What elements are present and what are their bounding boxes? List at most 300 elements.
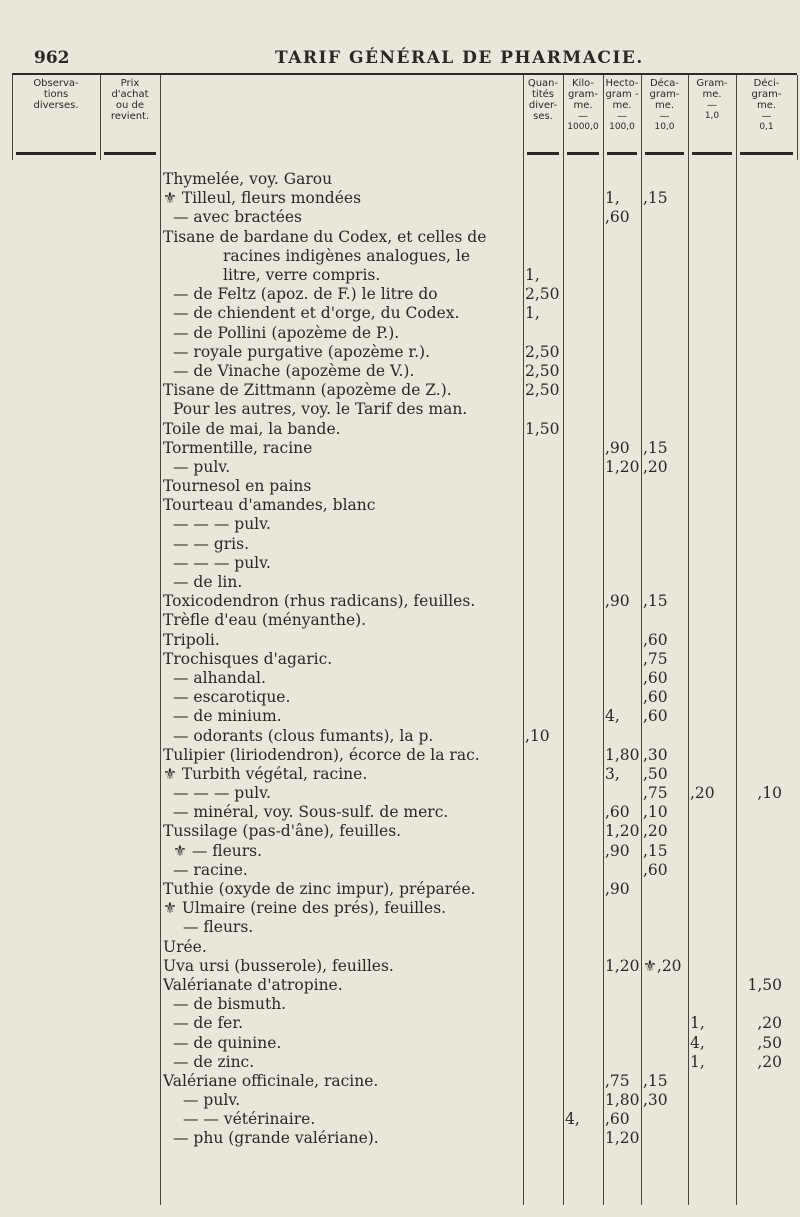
item-name bbox=[163, 726, 525, 745]
price-g bbox=[690, 381, 738, 400]
item-name bbox=[163, 170, 525, 189]
table-row bbox=[163, 1091, 786, 1110]
item-label: Tussilage (pas-d'âne), feuilles. bbox=[163, 822, 402, 841]
price-q bbox=[525, 228, 565, 247]
price-g bbox=[690, 170, 738, 189]
price-g bbox=[690, 880, 738, 899]
table-row bbox=[163, 726, 786, 745]
item-name bbox=[163, 765, 525, 784]
item-label: Urée. bbox=[163, 937, 207, 956]
price-kg bbox=[565, 631, 605, 650]
item-label: Trochisques d'agaric. bbox=[163, 649, 333, 668]
price-q bbox=[525, 803, 565, 822]
price-hg: ,90 bbox=[605, 841, 630, 860]
price-kg bbox=[565, 784, 605, 803]
header-underline bbox=[645, 152, 684, 155]
price-g bbox=[690, 266, 738, 285]
price-dcg bbox=[738, 899, 786, 918]
item-label: ⚜ — fleurs. bbox=[173, 841, 263, 860]
item-label: — avec bractées bbox=[173, 208, 302, 227]
price-kg bbox=[565, 957, 605, 976]
price-dg: ,75 bbox=[643, 784, 668, 803]
price-g: ,20 bbox=[690, 784, 715, 803]
item-name bbox=[163, 285, 525, 304]
price-hg bbox=[605, 343, 643, 362]
price-g bbox=[690, 842, 738, 861]
column-divider bbox=[641, 75, 642, 1205]
header-underline bbox=[607, 152, 637, 155]
item-name bbox=[163, 1110, 525, 1129]
price-g bbox=[690, 803, 738, 822]
column-unit: 10,0 bbox=[654, 122, 675, 132]
price-kg bbox=[565, 688, 605, 707]
table-row bbox=[163, 324, 786, 343]
item-label: — racine. bbox=[173, 860, 248, 879]
price-hg bbox=[605, 861, 643, 880]
column-header-kilogram bbox=[563, 78, 603, 158]
price-q bbox=[525, 324, 565, 343]
price-g bbox=[690, 362, 738, 381]
price-kg bbox=[565, 343, 605, 362]
item-name bbox=[163, 189, 525, 208]
price-dcg bbox=[738, 285, 786, 304]
item-label: — — — pulv. bbox=[173, 553, 271, 572]
price-dcg: ,20 bbox=[757, 1014, 782, 1033]
price-q: 2,50 bbox=[525, 342, 560, 361]
item-name bbox=[163, 746, 525, 765]
price-dcg bbox=[738, 669, 786, 688]
price-g bbox=[690, 938, 738, 957]
item-label: Trèfle d'eau (ményanthe). bbox=[163, 611, 367, 630]
price-dg: ,15 bbox=[643, 189, 668, 208]
table-row bbox=[163, 803, 786, 822]
price-dcg bbox=[738, 842, 786, 861]
price-g bbox=[690, 189, 738, 208]
item-label: — fleurs. bbox=[183, 918, 254, 937]
price-dg bbox=[643, 1129, 690, 1148]
table-row bbox=[163, 784, 786, 803]
tariff-table bbox=[163, 170, 786, 1149]
price-g bbox=[690, 861, 738, 880]
price-q bbox=[525, 842, 565, 861]
price-hg bbox=[605, 1033, 643, 1052]
price-hg: 1, bbox=[605, 189, 620, 208]
price-dcg bbox=[738, 228, 786, 247]
table-row bbox=[163, 1053, 786, 1072]
column-divider bbox=[523, 75, 524, 1205]
price-dg bbox=[643, 285, 690, 304]
column-unit: 0,1 bbox=[759, 122, 774, 132]
table-row bbox=[163, 880, 786, 899]
price-q bbox=[525, 1091, 565, 1110]
item-label: litre, verre compris. bbox=[223, 266, 381, 285]
price-q bbox=[525, 938, 565, 957]
item-name bbox=[163, 477, 525, 496]
price-kg bbox=[565, 803, 605, 822]
price-g bbox=[690, 631, 738, 650]
price-q bbox=[525, 957, 565, 976]
price-dcg bbox=[738, 688, 786, 707]
price-dg: ,20 bbox=[643, 822, 668, 841]
price-g bbox=[690, 496, 738, 515]
price-g bbox=[690, 650, 738, 669]
column-unit: 100,0 bbox=[609, 122, 635, 132]
item-name bbox=[163, 631, 525, 650]
price-dcg bbox=[738, 822, 786, 841]
price-dg bbox=[643, 324, 690, 343]
price-dg: ,60 bbox=[643, 860, 668, 879]
price-hg bbox=[605, 899, 643, 918]
price-kg: 4, bbox=[565, 1110, 580, 1129]
price-dg bbox=[643, 247, 690, 266]
item-label: Valériane officinale, racine. bbox=[163, 1071, 379, 1090]
item-label: — de bismuth. bbox=[173, 995, 287, 1014]
price-dcg bbox=[738, 995, 786, 1014]
price-g bbox=[690, 592, 738, 611]
item-label: — royale purgative (apozème r.). bbox=[173, 342, 431, 361]
price-kg bbox=[565, 1129, 605, 1148]
price-g bbox=[690, 1091, 738, 1110]
table-row bbox=[163, 995, 786, 1014]
header-underline bbox=[567, 152, 599, 155]
price-dcg: ,50 bbox=[757, 1033, 782, 1052]
price-kg bbox=[565, 1053, 605, 1072]
price-kg bbox=[565, 458, 605, 477]
column-label: Déca- gram- me. — bbox=[649, 78, 680, 122]
item-name bbox=[163, 381, 525, 400]
item-name bbox=[163, 842, 525, 861]
top-rule bbox=[12, 73, 797, 75]
item-label: Tuthie (oxyde de zinc impur), préparée. bbox=[163, 880, 476, 899]
item-name bbox=[163, 304, 525, 323]
price-hg bbox=[605, 688, 643, 707]
price-q bbox=[525, 400, 565, 419]
header-underline bbox=[740, 152, 793, 155]
price-dcg bbox=[738, 458, 786, 477]
price-g bbox=[690, 228, 738, 247]
price-dcg bbox=[738, 343, 786, 362]
price-dcg bbox=[738, 1110, 786, 1129]
price-hg bbox=[605, 611, 643, 630]
table-row bbox=[163, 1110, 786, 1129]
price-q bbox=[525, 784, 565, 803]
item-name bbox=[163, 343, 525, 362]
price-g bbox=[690, 957, 738, 976]
price-dg bbox=[643, 362, 690, 381]
table-row bbox=[163, 1033, 786, 1052]
price-q bbox=[525, 899, 565, 918]
item-name bbox=[163, 266, 525, 285]
price-g bbox=[690, 726, 738, 745]
price-hg: 1,80 bbox=[605, 745, 640, 764]
price-dcg bbox=[738, 400, 786, 419]
column-label: Kilo- gram- me. — bbox=[568, 78, 598, 122]
table-row bbox=[163, 1014, 786, 1033]
item-name bbox=[163, 918, 525, 937]
price-hg bbox=[605, 362, 643, 381]
price-dg bbox=[643, 1053, 690, 1072]
item-name bbox=[163, 362, 525, 381]
column-divider bbox=[100, 75, 101, 160]
column-divider bbox=[797, 75, 798, 160]
column-label: Observa- tions diverses. bbox=[33, 78, 79, 111]
price-kg bbox=[565, 535, 605, 554]
price-dcg bbox=[738, 803, 786, 822]
price-dg bbox=[643, 899, 690, 918]
header-underline bbox=[104, 152, 156, 155]
table-row bbox=[163, 611, 786, 630]
price-q bbox=[525, 707, 565, 726]
price-g bbox=[690, 822, 738, 841]
price-dcg: ,20 bbox=[757, 1052, 782, 1071]
price-q bbox=[525, 995, 565, 1014]
price-dg bbox=[643, 1014, 690, 1033]
price-q bbox=[525, 496, 565, 515]
price-dcg bbox=[738, 707, 786, 726]
price-g bbox=[690, 1129, 738, 1148]
price-g bbox=[690, 765, 738, 784]
price-kg bbox=[565, 285, 605, 304]
column-label: Gram- me. — bbox=[696, 78, 728, 111]
item-label: — minéral, voy. Sous-sulf. de merc. bbox=[173, 803, 449, 822]
price-hg bbox=[605, 419, 643, 438]
price-hg bbox=[605, 400, 643, 419]
price-dcg bbox=[738, 957, 786, 976]
price-q: 2,50 bbox=[525, 285, 560, 304]
price-q bbox=[525, 554, 565, 573]
price-q bbox=[525, 669, 565, 688]
price-q bbox=[525, 918, 565, 937]
item-name bbox=[163, 592, 525, 611]
price-kg bbox=[565, 170, 605, 189]
price-q bbox=[525, 1072, 565, 1091]
price-dg bbox=[643, 1033, 690, 1052]
table-row bbox=[163, 842, 786, 861]
price-hg: 1,80 bbox=[605, 1091, 640, 1110]
price-dcg bbox=[738, 554, 786, 573]
price-kg bbox=[565, 400, 605, 419]
table-row bbox=[163, 535, 786, 554]
price-g bbox=[690, 573, 738, 592]
price-hg bbox=[605, 1053, 643, 1072]
price-kg bbox=[565, 861, 605, 880]
price-hg: ,90 bbox=[605, 438, 630, 457]
price-dcg bbox=[738, 592, 786, 611]
table-row bbox=[163, 458, 786, 477]
item-label: Uva ursi (busserole), feuilles. bbox=[163, 956, 394, 975]
price-hg bbox=[605, 324, 643, 343]
table-row bbox=[163, 496, 786, 515]
item-name bbox=[163, 995, 525, 1014]
table-row bbox=[163, 688, 786, 707]
price-dg: ,20 bbox=[643, 457, 668, 476]
price-dg bbox=[643, 496, 690, 515]
price-dg bbox=[643, 938, 690, 957]
item-name bbox=[163, 1014, 525, 1033]
price-kg bbox=[565, 515, 605, 534]
price-hg bbox=[605, 938, 643, 957]
price-g bbox=[690, 458, 738, 477]
price-dcg bbox=[738, 419, 786, 438]
table-row bbox=[163, 631, 786, 650]
price-g bbox=[690, 1072, 738, 1091]
price-hg bbox=[605, 535, 643, 554]
price-q bbox=[525, 611, 565, 630]
price-kg bbox=[565, 304, 605, 323]
price-g: 4, bbox=[690, 1033, 705, 1052]
table-row bbox=[163, 592, 786, 611]
price-hg: ,90 bbox=[605, 592, 630, 611]
table-row bbox=[163, 343, 786, 362]
price-hg bbox=[605, 515, 643, 534]
price-kg bbox=[565, 669, 605, 688]
item-name bbox=[163, 899, 525, 918]
price-q bbox=[525, 631, 565, 650]
price-q bbox=[525, 1110, 565, 1129]
price-g bbox=[690, 976, 738, 995]
price-kg bbox=[565, 707, 605, 726]
price-q: 2,50 bbox=[525, 381, 560, 400]
price-dcg bbox=[738, 381, 786, 400]
price-dcg bbox=[738, 515, 786, 534]
price-q bbox=[525, 861, 565, 880]
item-name bbox=[163, 669, 525, 688]
price-kg bbox=[565, 899, 605, 918]
price-dcg bbox=[738, 266, 786, 285]
price-dg bbox=[643, 976, 690, 995]
price-hg: 1,20 bbox=[605, 822, 640, 841]
price-g bbox=[690, 995, 738, 1014]
price-q: 1, bbox=[525, 266, 540, 285]
price-dg bbox=[643, 477, 690, 496]
item-label: — de Vinache (apozème de V.). bbox=[173, 361, 415, 380]
price-dg bbox=[643, 304, 690, 323]
price-dg bbox=[643, 726, 690, 745]
price-dcg bbox=[738, 938, 786, 957]
price-hg bbox=[605, 477, 643, 496]
price-hg bbox=[605, 266, 643, 285]
price-dcg bbox=[738, 247, 786, 266]
price-dg bbox=[643, 880, 690, 899]
price-q bbox=[525, 573, 565, 592]
table-row bbox=[163, 765, 786, 784]
page-title: TARIF GÉNÉRAL DE PHARMACIE. bbox=[275, 48, 644, 68]
column-divider bbox=[12, 75, 13, 160]
item-label: — odorants (clous fumants), la p. bbox=[173, 726, 434, 745]
item-label: — pulv. bbox=[183, 1091, 241, 1110]
price-dg: ,15 bbox=[643, 1071, 668, 1090]
item-name bbox=[163, 707, 525, 726]
item-name bbox=[163, 554, 525, 573]
price-kg bbox=[565, 842, 605, 861]
price-kg bbox=[565, 938, 605, 957]
price-dcg bbox=[738, 208, 786, 227]
price-dcg bbox=[738, 573, 786, 592]
column-label: Hecto- gram - me. — bbox=[605, 78, 639, 122]
item-label: — de zinc. bbox=[173, 1052, 255, 1071]
price-dg bbox=[643, 208, 690, 227]
price-kg bbox=[565, 419, 605, 438]
price-dg: ,60 bbox=[643, 630, 668, 649]
price-g bbox=[690, 918, 738, 937]
price-hg bbox=[605, 976, 643, 995]
price-kg bbox=[565, 592, 605, 611]
price-hg bbox=[605, 228, 643, 247]
price-kg bbox=[565, 1014, 605, 1033]
price-dg: ,50 bbox=[643, 764, 668, 783]
item-name bbox=[163, 803, 525, 822]
price-kg bbox=[565, 918, 605, 937]
price-q bbox=[525, 247, 565, 266]
price-kg bbox=[565, 726, 605, 745]
price-kg bbox=[565, 976, 605, 995]
price-dcg bbox=[738, 439, 786, 458]
column-divider bbox=[160, 75, 161, 1205]
price-dg bbox=[643, 515, 690, 534]
price-dcg bbox=[738, 304, 786, 323]
price-q bbox=[525, 535, 565, 554]
item-label: Valérianate d'atropine. bbox=[163, 975, 343, 994]
item-label: Tourteau d'amandes, blanc bbox=[163, 496, 376, 515]
column-divider bbox=[563, 75, 564, 1205]
table-row bbox=[163, 400, 786, 419]
item-name bbox=[163, 228, 525, 247]
price-q: 1,50 bbox=[525, 419, 560, 438]
item-label: — de lin. bbox=[173, 573, 243, 592]
price-hg bbox=[605, 784, 643, 803]
price-q: 1, bbox=[525, 304, 540, 323]
price-q bbox=[525, 189, 565, 208]
price-dcg bbox=[738, 1072, 786, 1091]
header-underline bbox=[692, 152, 732, 155]
price-dg: ,15 bbox=[643, 438, 668, 457]
item-label: ⚜ Ulmaire (reine des prés), feuilles. bbox=[163, 899, 447, 918]
item-label: — de quinine. bbox=[173, 1033, 282, 1052]
table-row bbox=[163, 573, 786, 592]
price-hg bbox=[605, 170, 643, 189]
price-kg bbox=[565, 439, 605, 458]
item-name bbox=[163, 419, 525, 438]
item-name bbox=[163, 458, 525, 477]
column-header-observations bbox=[12, 78, 100, 158]
item-label: — — — pulv. bbox=[173, 515, 271, 534]
item-name bbox=[163, 1033, 525, 1052]
column-label: Déci- gram- me. — bbox=[751, 78, 782, 122]
price-dg bbox=[643, 535, 690, 554]
price-hg bbox=[605, 554, 643, 573]
price-hg: 1,20 bbox=[605, 1129, 640, 1148]
price-q bbox=[525, 976, 565, 995]
price-kg bbox=[565, 611, 605, 630]
item-name bbox=[163, 611, 525, 630]
price-dg: ,60 bbox=[643, 668, 668, 687]
item-name bbox=[163, 976, 525, 995]
item-name bbox=[163, 496, 525, 515]
item-name bbox=[163, 1129, 525, 1148]
price-dcg bbox=[738, 650, 786, 669]
price-kg bbox=[565, 381, 605, 400]
table-row bbox=[163, 554, 786, 573]
table-row bbox=[163, 515, 786, 534]
price-g bbox=[690, 285, 738, 304]
item-name bbox=[163, 861, 525, 880]
item-name bbox=[163, 880, 525, 899]
item-name bbox=[163, 535, 525, 554]
price-hg: 3, bbox=[605, 764, 620, 783]
price-dg: ,60 bbox=[643, 688, 668, 707]
item-name bbox=[163, 1091, 525, 1110]
price-q bbox=[525, 477, 565, 496]
